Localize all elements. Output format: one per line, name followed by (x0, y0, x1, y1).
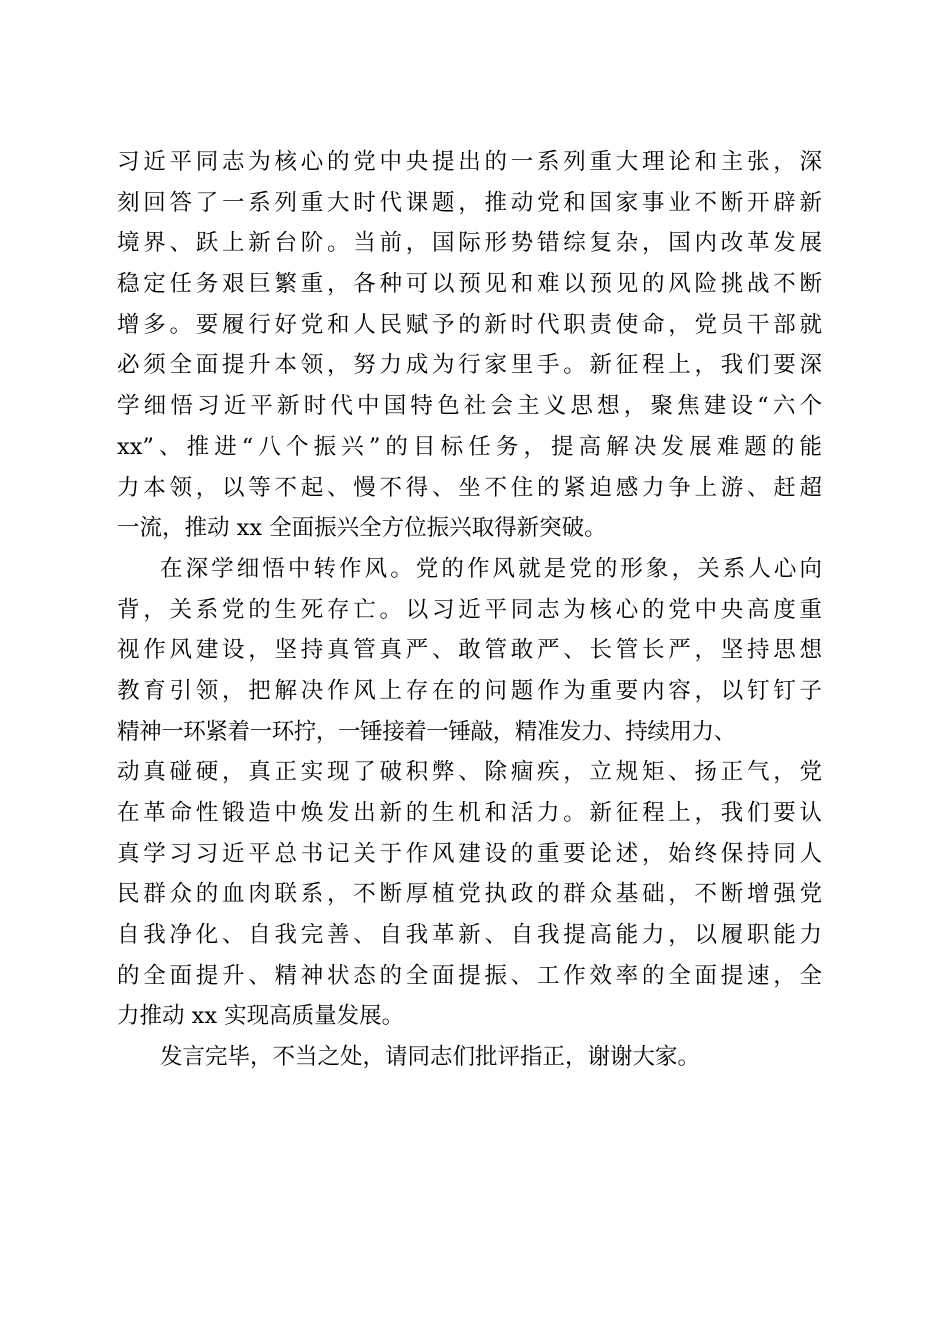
text-line: 背，关系党的生死存亡。以习近平同志为核心的党中央高度重 (117, 596, 822, 623)
paragraph-work-style (117, 549, 822, 1037)
text-line: xx”、推进“八个振兴”的目标任务，提高解决发展难题的能 (117, 433, 822, 460)
text-line: 学细悟习近平新时代中国特色社会主义思想，聚焦建设“六个 (117, 393, 822, 420)
text-line: 动真碰硬，真正实现了破积弊、除痼疾，立规矩、扬正气，党 (117, 759, 822, 786)
text-line: 境界、跃上新台阶。当前，国际形势错综复杂，国内改革发展 (117, 230, 822, 257)
paragraph-closing (117, 1037, 822, 1078)
text-line: 稳定任务艰巨繁重，各种可以预见和难以预见的风险挑战不断 (117, 271, 822, 298)
document-body (117, 142, 822, 1078)
text-line: 增多。要履行好党和人民赋予的新时代职责使命，党员干部就 (117, 311, 822, 338)
text-line: 在深学细悟中转作风。党的作风就是党的形象，关系人心向 (160, 555, 822, 582)
text-line: 一流，推动 xx 全面振兴全方位振兴取得新突破。 (117, 515, 607, 542)
text-line: 精神一环紧着一环拧，一锤接着一锤敲，精准发力、持续用力、 (117, 718, 736, 745)
text-line: 教育引领，把解决作风上存在的问题作为重要内容，以钉钉子 (117, 677, 822, 704)
text-line: 视作风建设，坚持真管真严、敢管敢严、长管长严，坚持思想 (117, 637, 822, 664)
text-line: 自我净化、自我完善、自我革新、自我提高能力，以履职能力 (117, 922, 822, 949)
text-line: 刻回答了一系列重大时代课题，推动党和国家事业不断开辟新 (117, 189, 822, 216)
text-line: 民群众的血肉联系，不断厚植党执政的群众基础，不断增强党 (117, 881, 822, 908)
text-line: 力推动 xx 实现高质量发展。 (117, 1003, 405, 1030)
text-line: 必须全面提升本领，努力成为行家里手。新征程上，我们要深 (117, 352, 822, 379)
text-line: 的全面提升、精神状态的全面提振、工作效率的全面提速，全 (117, 962, 822, 989)
text-line: 习近平同志为核心的党中央提出的一系列重大理论和主张，深 (117, 149, 822, 175)
text-line: 真学习习近平总书记关于作风建设的重要论述，始终保持同人 (117, 840, 822, 867)
text-line: 力本领，以等不起、慢不得、坐不住的紧迫感力争上游、赶超 (117, 474, 822, 501)
closing-line: 发言完毕，不当之处，请同志们批评指正，谢谢大家。 (160, 1044, 701, 1071)
paragraph-study-thought (117, 142, 822, 549)
text-line: 在革命性锻造中焕发出新的生机和活力。新征程上，我们要认 (117, 800, 822, 826)
